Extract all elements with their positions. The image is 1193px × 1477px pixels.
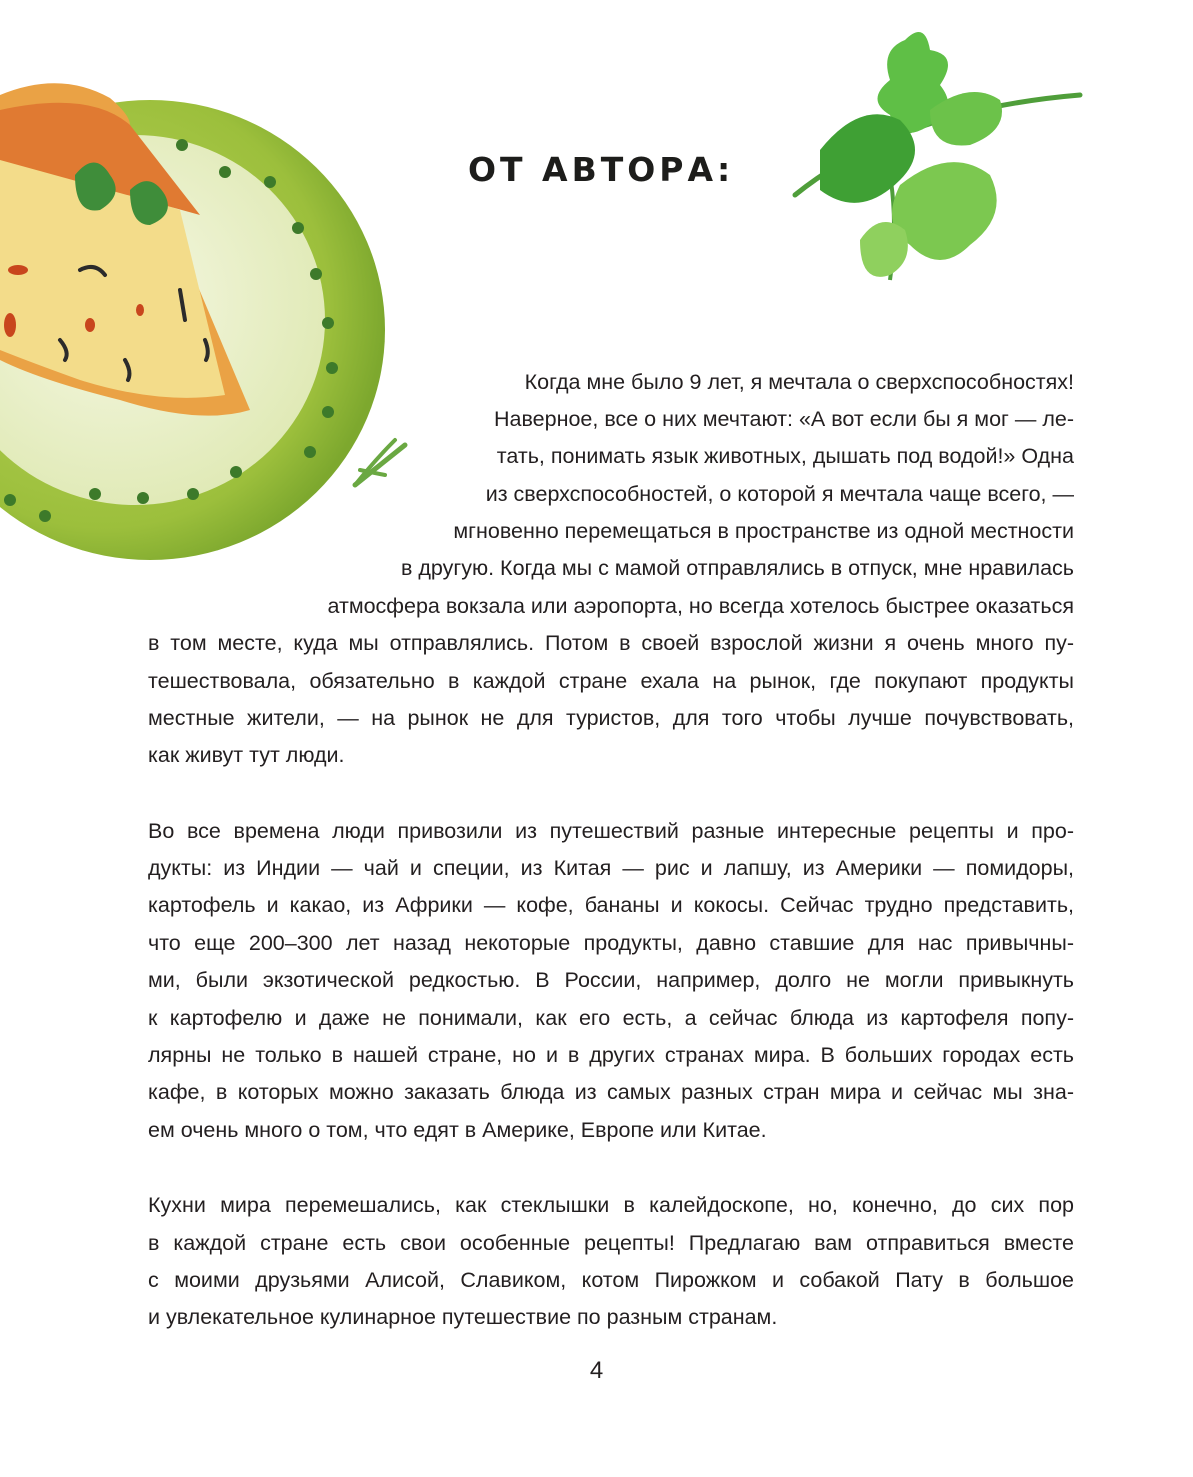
- text-line: ем очень много о том, что едят в Америке, Европе или Китае.: [148, 1118, 767, 1142]
- page-number: 4: [589, 1357, 604, 1384]
- text-line: тешествовала, обязательно в каждой стране ехала на рынок, где покупают продукты: [148, 669, 1074, 693]
- text-line: из сверхспособностей, о которой я мечтала чаще всего, —: [485, 482, 1074, 506]
- text-line: Во все времена люди привозили из путешествий разные интересные рецепты и про-: [148, 819, 1074, 843]
- text-line: дукты: из Индии — чай и специи, из Китая — рис и лапшу, из Америки — помидоры,: [148, 856, 1074, 880]
- text-line: ми, были экзотической редкостью. В России, например, долго не могли привыкнуть: [148, 968, 1074, 992]
- text-line: в том месте, куда мы отправлялись. Потом в своей взрослой жизни я очень много пу-: [148, 631, 1074, 655]
- page-heading: ОТ АВТОРА:: [468, 150, 735, 189]
- text-line: тать, понимать язык животных, дышать под водой!» Одна: [496, 444, 1074, 468]
- text-line: к картофелю и даже не понимали, как его есть, а сейчас блюда из картофеля попу-: [148, 1006, 1074, 1030]
- text-line: что еще 200–300 лет назад некоторые продукты, давно ставшие для нас привычны-: [148, 931, 1074, 955]
- text-line: Кухни мира перемешались, как стеклышки в калейдоскопе, но, конечно, до сих пор: [148, 1193, 1074, 1217]
- text-line: атмосфера вокзала или аэропорта, но всегда хотелось быстрее оказаться: [327, 594, 1074, 618]
- text-line: и увлекательное кулинарное путешествие по разным странам.: [148, 1305, 778, 1329]
- text-line: картофель и какао, из Африки — кофе, бананы и кокосы. Сейчас трудно представить,: [148, 893, 1074, 917]
- text-line: Когда мне было 9 лет, я мечтала о сверхспособностях!: [524, 370, 1074, 394]
- text-line: лярны не только в нашей стране, но и в других странах мира. В больших городах есть: [148, 1043, 1074, 1067]
- text-line: с моими друзьями Алисой, Славиком, котом Пирожком и собакой Пату в большое: [148, 1268, 1074, 1292]
- text-line: мгновенно перемещаться в пространстве из одной местности: [453, 519, 1074, 543]
- text-line: в каждой стране есть свои особенные рецепты! Предлагаю вам отправиться вместе: [148, 1231, 1074, 1255]
- text-line: кафе, в которых можно заказать блюда из самых разных стран мира и сейчас мы зна-: [148, 1080, 1074, 1104]
- text-line: Наверное, все о них мечтают: «А вот если бы я мог — ле-: [494, 407, 1074, 431]
- text-line: в другую. Когда мы с мамой отправлялись в отпуск, мне нравилась: [400, 556, 1074, 580]
- text-line: местные жители, — на рынок не для туристов, для того чтобы лучше почувствовать,: [148, 706, 1074, 730]
- text-line: как живут тут люди.: [148, 743, 345, 767]
